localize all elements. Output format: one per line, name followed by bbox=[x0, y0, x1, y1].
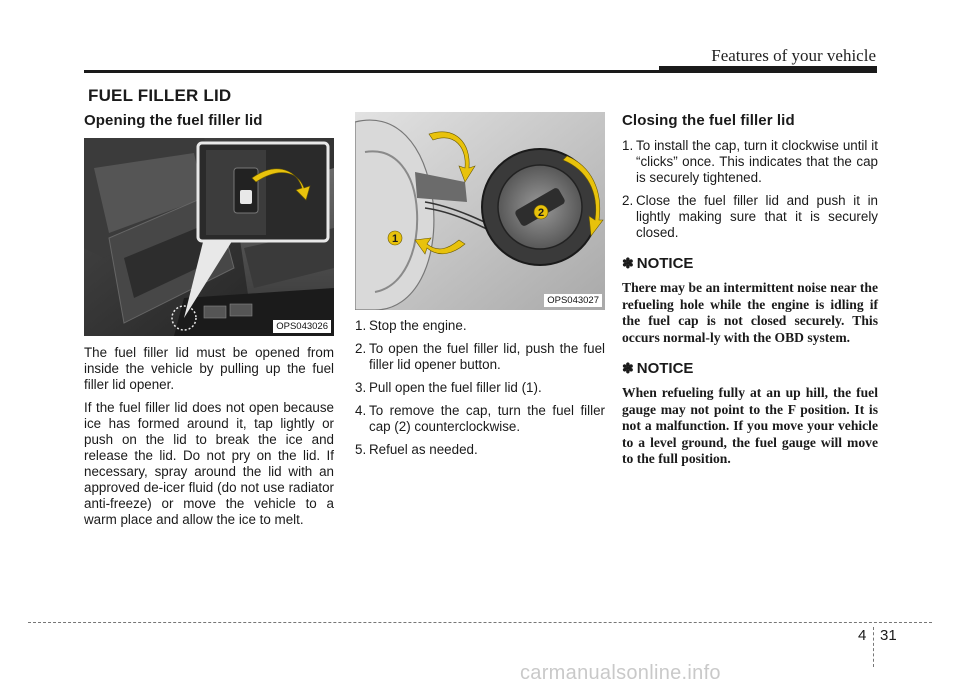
header-rule-accent bbox=[659, 66, 877, 73]
notice-star-icon: ✽ bbox=[622, 255, 634, 271]
column-middle bbox=[355, 112, 605, 465]
closing-steps bbox=[622, 138, 878, 241]
step-item: 1. Stop the engine. bbox=[355, 318, 467, 333]
step-item: 4. To remove the cap, turn the fuel filler cap (2) counterclockwise. bbox=[355, 403, 605, 434]
opening-paragraph-1: The fuel filler lid must be opened from inside the vehicle by pulling up the fuel filler lid opener. bbox=[84, 345, 334, 392]
figure-code-1: OPS043026 bbox=[273, 320, 331, 333]
notice-body-1: There may be an intermittent noise near the refueling hole while the engine is idling if the fuel cap is not closed securely. This occurs normal-ly with the OBD system. bbox=[622, 280, 878, 345]
closing-heading: Closing the fuel filler lid bbox=[622, 112, 795, 129]
notice-star-icon: ✽ bbox=[622, 360, 634, 376]
step-item: 3. Pull open the fuel filler lid (1). bbox=[355, 380, 542, 395]
fuel-cap-illustration bbox=[355, 112, 605, 310]
opening-heading: Opening the fuel filler lid bbox=[84, 112, 263, 129]
figure-code-2: OPS043027 bbox=[544, 294, 602, 307]
figure-interior-opener bbox=[84, 138, 334, 336]
closing-step-item: 1. To install the cap, turn it clockwise until it “clicks” once. This indicates that the cap is securely tightened. bbox=[622, 138, 878, 185]
header-title: Features of your vehicle bbox=[711, 46, 876, 65]
footer-rule bbox=[28, 622, 932, 623]
page-number: 31 bbox=[880, 627, 897, 644]
page-separator bbox=[873, 627, 874, 667]
chapter-number: 4 bbox=[858, 627, 867, 644]
opening-steps bbox=[355, 318, 605, 458]
section-title: FUEL FILLER LID bbox=[88, 86, 232, 105]
closing-step-item: 2. Close the fuel filler lid and push it in lightly making sure that it is securely closed. bbox=[622, 193, 878, 240]
step-item: 2. To open the fuel filler lid, push the fuel filler lid opener button. bbox=[355, 341, 605, 372]
column-right bbox=[622, 112, 878, 468]
figure-fuel-cap bbox=[355, 112, 605, 310]
notice-heading-1: ✽ NOTICE bbox=[622, 255, 694, 272]
step-item: 5. Refuel as needed. bbox=[355, 442, 478, 457]
interior-door-illustration bbox=[84, 138, 334, 336]
notice-body-2: When refueling fully at an up hill, the fuel gauge may not point to the F position. It is not a malfunction. If you move your vehicle to a level ground, the fuel gauge will move to the full position. bbox=[622, 385, 878, 466]
callout-2: 2 bbox=[537, 207, 545, 219]
opening-paragraph-2: If the fuel filler lid does not open because ice has formed around it, tap lightly or push on the lid to break the ice and release the lid. Do not pry on the lid. If necessary, spray around the lid with an approved de-icer fluid (do not use radiator anti-freeze) or move the vehicle to a warm place and allow the ice to melt. bbox=[84, 400, 334, 527]
column-left bbox=[84, 112, 334, 535]
watermark: carmanualsonline.info bbox=[520, 662, 721, 684]
notice-heading-2: ✽ NOTICE bbox=[622, 360, 694, 377]
callout-1: 1 bbox=[391, 233, 399, 245]
